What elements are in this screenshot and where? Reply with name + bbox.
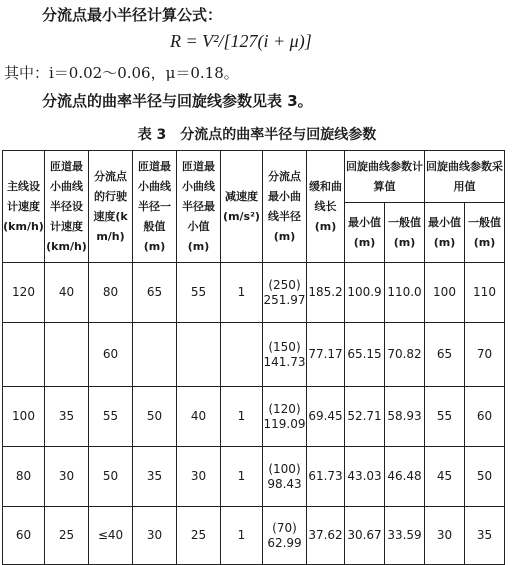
cell-adopt-min: 45: [425, 447, 465, 507]
cell-diverge-radius-rounded: (70): [272, 520, 297, 535]
table-row: [3, 447, 505, 507]
cell-diverge-radius-calculated: 251.97: [263, 292, 306, 307]
parameter-definition: 其中：i＝0.02～0.06，μ＝0.18。: [4, 64, 239, 82]
curvature-radius-table: [2, 150, 505, 565]
cell-diverge-radius-calculated: 141.73: [263, 354, 306, 369]
cell-transition-length: 185.2: [307, 263, 345, 323]
table-row: [3, 507, 505, 565]
cell-radius-general: 35: [133, 447, 177, 507]
header-ramp-design-speed: 匝道最小曲线半径设计速度(km/h): [45, 151, 89, 263]
table-reference-sentence: 分流点的曲率半径与回旋线参数见表 3。: [42, 92, 313, 110]
cell-deceleration: 1: [221, 387, 263, 447]
cell-diverge-radius-calculated: 62.99: [267, 535, 302, 550]
cell-diverge-speed: ≤40: [89, 507, 133, 565]
cell-diverge-speed: 55: [89, 387, 133, 447]
cell-calc-general: 110.0: [385, 263, 425, 323]
cell-diverge-radius-calculated: 119.09: [263, 416, 306, 431]
cell-radius-min: 40: [177, 387, 221, 447]
cell-diverge-speed: 80: [89, 263, 133, 323]
table-row: [3, 263, 505, 323]
cell-deceleration: 1: [221, 447, 263, 507]
cell-calc-min: 65.15: [345, 323, 385, 387]
cell-mainline-speed: 100: [3, 387, 45, 447]
header-adopt-general: 一般值(m): [465, 203, 505, 263]
cell-radius-min: 55: [177, 263, 221, 323]
cell-transition-length: 77.17: [307, 323, 345, 387]
cell-adopt-general: 50: [465, 447, 505, 507]
cell-radius-min: [177, 323, 221, 387]
cell-ramp-speed: 30: [45, 447, 89, 507]
table-row: [3, 387, 505, 447]
cell-calc-min: 52.71: [345, 387, 385, 447]
cell-calc-min: 43.03: [345, 447, 385, 507]
radius-formula: R = V²/[127(i + μ)]: [170, 31, 312, 51]
cell-diverge-radius-rounded: (150): [268, 339, 301, 354]
cell-transition-length: 69.45: [307, 387, 345, 447]
cell-calc-general: 46.48: [385, 447, 425, 507]
header-ramp-radius-general: 匝道最小曲线半径一般值(m): [133, 151, 177, 263]
cell-ramp-speed: 40: [45, 263, 89, 323]
cell-adopt-min: 65: [425, 323, 465, 387]
header-spiral-adopted: 回旋曲线参数采用值: [425, 151, 505, 203]
header-adopt-min: 最小值(m): [425, 203, 465, 263]
cell-adopt-general: 35: [465, 507, 505, 565]
header-mainline-speed: 主线设计速度(km/h): [3, 151, 45, 263]
cell-calc-general: 33.59: [385, 507, 425, 565]
cell-ramp-speed: 25: [45, 507, 89, 565]
cell-radius-min: 25: [177, 507, 221, 565]
cell-adopt-min: 55: [425, 387, 465, 447]
cell-radius-min: 30: [177, 447, 221, 507]
cell-ramp-speed: [45, 323, 89, 387]
cell-radius-general: 65: [133, 263, 177, 323]
header-diverge-min-radius: 分流点最小曲线半径(m): [263, 151, 307, 263]
cell-diverge-radius-rounded: (120): [268, 401, 301, 416]
cell-deceleration: 1: [221, 263, 263, 323]
cell-diverge-radius: [263, 507, 307, 565]
cell-adopt-min: 100: [425, 263, 465, 323]
table-row: [3, 323, 505, 387]
cell-mainline-speed: 80: [3, 447, 45, 507]
cell-transition-length: 37.62: [307, 507, 345, 565]
cell-adopt-general: 60: [465, 387, 505, 447]
cell-diverge-speed: 50: [89, 447, 133, 507]
cell-diverge-radius: [263, 387, 307, 447]
cell-calc-general: 70.82: [385, 323, 425, 387]
header-calc-general: 一般值(m): [385, 203, 425, 263]
cell-adopt-general: 70: [465, 323, 505, 387]
cell-calc-min: 30.67: [345, 507, 385, 565]
header-transition-length: 缓和曲线长(m): [307, 151, 345, 263]
cell-adopt-general: 110: [465, 263, 505, 323]
header-ramp-radius-min: 匝道最小曲线半径最小值(m): [177, 151, 221, 263]
header-deceleration: 减速度(m/s²): [221, 151, 263, 263]
cell-calc-min: 100.9: [345, 263, 385, 323]
cell-mainline-speed: 120: [3, 263, 45, 323]
header-spiral-calculated: 回旋曲线参数计算值: [345, 151, 425, 203]
header-diverge-speed: 分流点的行驶速度(km/h): [89, 151, 133, 263]
cell-deceleration: [221, 323, 263, 387]
table-caption: 表 3 分流点的曲率半径与回旋线参数: [137, 127, 377, 143]
cell-calc-general: 58.93: [385, 387, 425, 447]
cell-adopt-min: 30: [425, 507, 465, 565]
cell-transition-length: 61.73: [307, 447, 345, 507]
header-calc-min: 最小值(m): [345, 203, 385, 263]
formula-intro: 分流点最小半径计算公式：: [42, 6, 223, 24]
cell-diverge-radius: [263, 447, 307, 507]
cell-ramp-speed: 35: [45, 387, 89, 447]
cell-diverge-radius-calculated: 98.43: [267, 476, 302, 491]
cell-radius-general: 30: [133, 507, 177, 565]
cell-diverge-radius: [263, 323, 307, 387]
cell-mainline-speed: 60: [3, 507, 45, 565]
cell-diverge-radius: [263, 263, 307, 323]
cell-deceleration: 1: [221, 507, 263, 565]
cell-radius-general: [133, 323, 177, 387]
table-header-row-1: [3, 151, 505, 203]
cell-mainline-speed: [3, 323, 45, 387]
cell-diverge-radius-rounded: (100): [268, 461, 301, 476]
cell-radius-general: 50: [133, 387, 177, 447]
cell-diverge-radius-rounded: (250): [268, 277, 301, 292]
cell-diverge-speed: 60: [89, 323, 133, 387]
